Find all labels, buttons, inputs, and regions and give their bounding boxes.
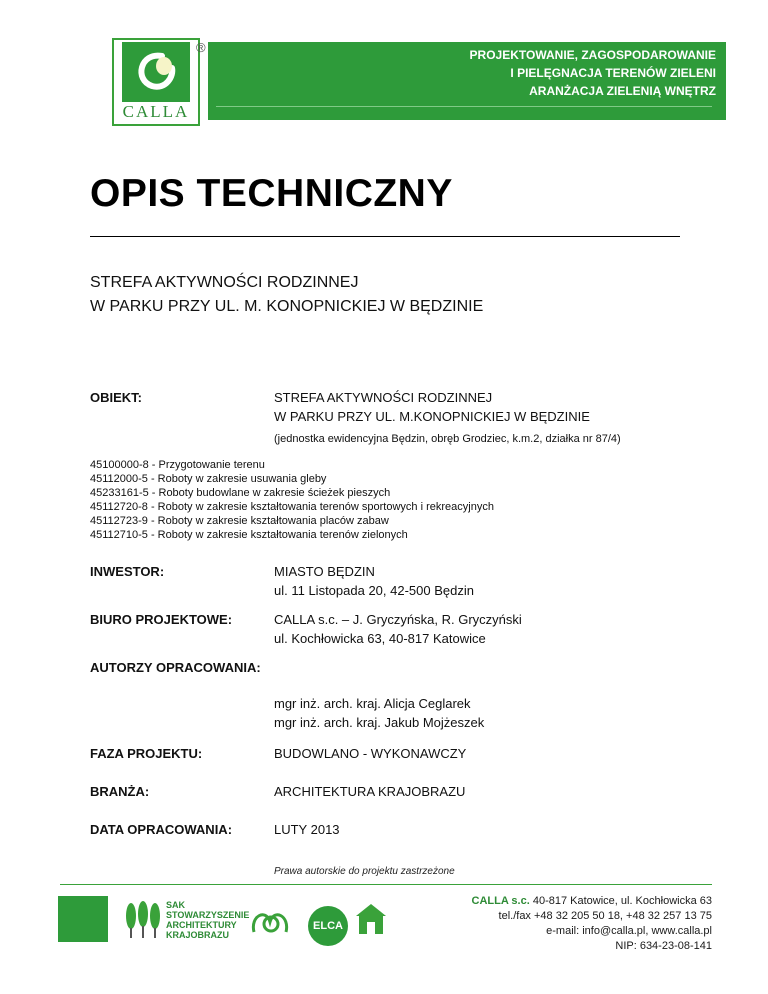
contact-address-line — [472, 894, 713, 909]
header-divider — [216, 106, 712, 107]
data-label: DATA OPRACOWANIA: — [90, 822, 233, 837]
cpv-item: 45233161-5 - Roboty budowlane w zakresie ścieżek pieszych — [90, 487, 391, 499]
biuro-value — [274, 610, 522, 648]
biuro-line: ul. Kochłowicka 63, 40-817 Katowice — [274, 631, 486, 646]
biuro-label: BIURO PROJEKTOWE: — [90, 612, 233, 627]
contact-tel: tel./fax +48 32 205 50 18, +48 32 257 13 75 — [498, 910, 712, 922]
tagline-line: I PIELĘGNACJA TERENÓW ZIELENI — [510, 66, 716, 80]
autor-line: mgr inż. arch. kraj. Jakub Mojżeszek — [274, 715, 485, 730]
house-logo-icon — [354, 900, 388, 940]
tagline-line: PROJEKTOWANIE, ZAGOSPODAROWANIE — [469, 48, 716, 62]
sak-logo-text — [166, 900, 249, 940]
cpv-item: 45112723-9 - Roboty w zakresie kształtowania placów zabaw — [90, 515, 389, 527]
tagline-line: ARANŻACJA ZIELENIĄ WNĘTRZ — [529, 84, 716, 98]
cpv-item: 45112710-5 - Roboty w zakresie kształtowania terenów zielonych — [90, 529, 408, 541]
subtitle-line: STREFA AKTYWNOŚCI RODZINNEJ — [90, 274, 359, 291]
obiekt-label: OBIEKT: — [90, 390, 142, 405]
autor-line: mgr inż. arch. kraj. Alicja Ceglarek — [274, 696, 471, 711]
footer-divider — [60, 884, 712, 885]
sak-trees-icon — [124, 900, 162, 940]
header-tagline — [470, 46, 716, 100]
elca-logo: ELCA — [308, 906, 348, 946]
cpv-list — [90, 458, 494, 542]
subtitle-line: W PARKU PRZY UL. M. KONOPNICKIEJ W BĘDZINIE — [90, 298, 484, 315]
calla-flower-icon — [122, 42, 190, 102]
obiekt-note: (jednostka ewidencyjna Będzin, obręb Grodziec, k.m.2, działka nr 87/4) — [274, 433, 621, 445]
cpv-item: 45112000-5 - Roboty w zakresie usuwania gleby — [90, 473, 327, 485]
autorzy-label: AUTORZY OPRACOWANIA: — [90, 660, 261, 675]
faza-label: FAZA PROJEKTU: — [90, 746, 203, 761]
calla-logo-text: CALLA — [122, 102, 190, 121]
cpv-item: 45112720-8 - Roboty w zakresie kształtowania terenów sportowych i rekreacyjnych — [90, 501, 494, 513]
company-contact — [472, 894, 713, 954]
branza-value: ARCHITEKTURA KRAJOBRAZU — [274, 784, 466, 799]
inwestor-label: INWESTOR: — [90, 564, 165, 579]
sak-line: SAK — [166, 900, 186, 910]
title-divider — [90, 236, 680, 237]
sak-line: ARCHITEKTURY — [166, 920, 237, 930]
document-title: OPIS TECHNICZNY — [90, 172, 453, 215]
obiekt-value — [274, 388, 621, 449]
copyright-note: Prawa autorskie do projektu zastrzeżone — [274, 866, 455, 877]
contact-nip: NIP: 634-23-08-141 — [615, 940, 712, 952]
calla-logo-emblem — [122, 42, 190, 102]
company-address: 40-817 Katowice, ul. Kochłowicka 63 — [532, 895, 712, 907]
faza-value: BUDOWLANO - WYKONAWCZY — [274, 746, 467, 761]
sak-line: KRAJOBRAZU — [166, 930, 229, 940]
footer-green-block — [58, 896, 108, 942]
company-name: CALLA s.c. — [471, 895, 530, 907]
sak-line: STOWARZYSZENIE — [166, 910, 250, 920]
eco-logo-icon — [248, 902, 294, 942]
data-value: LUTY 2013 — [274, 822, 340, 837]
obiekt-line: STREFA AKTYWNOŚCI RODZINNEJ — [274, 390, 493, 405]
inwestor-line: MIASTO BĘDZIN — [274, 564, 375, 579]
cpv-item: 45100000-8 - Przygotowanie terenu — [90, 459, 265, 471]
obiekt-line: W PARKU PRZY UL. M.KONOPNICKIEJ W BĘDZINIE — [274, 409, 590, 424]
biuro-line: CALLA s.c. – J. Gryczyńska, R. Gryczyński — [274, 612, 522, 627]
inwestor-line: ul. 11 Listopada 20, 42-500 Będzin — [274, 583, 474, 598]
inwestor-value — [274, 562, 474, 600]
registered-mark: ® — [196, 40, 206, 55]
contact-email: e-mail: info@calla.pl, www.calla.pl — [546, 925, 712, 937]
branza-label: BRANŻA: — [90, 784, 150, 799]
autorzy-value — [274, 694, 484, 732]
